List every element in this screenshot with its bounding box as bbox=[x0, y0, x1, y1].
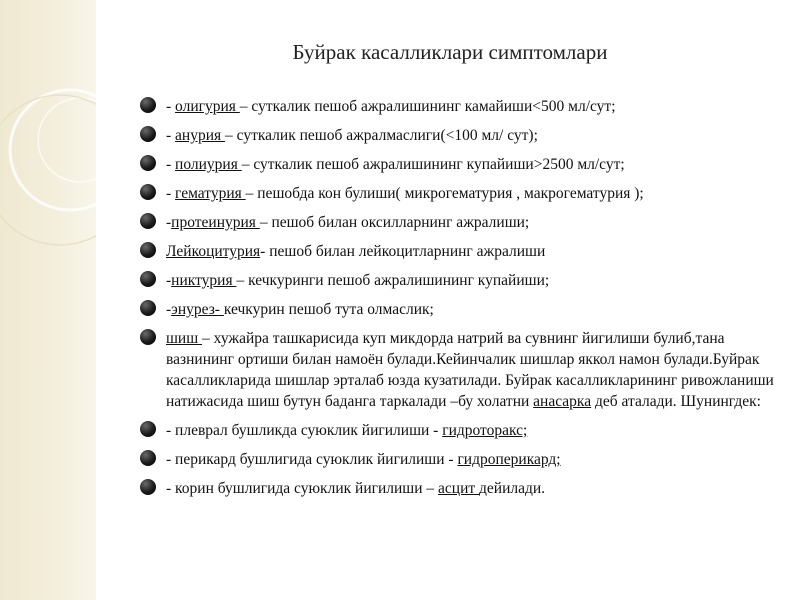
term: гидроперикард; bbox=[457, 451, 561, 468]
list-item: -никтурия – кечкуринги пешоб ажралишининг купайиши; bbox=[140, 270, 780, 291]
list-item: Лейкоцитурия- пешоб билан лейкоцитларнинг ажралиши bbox=[140, 241, 780, 262]
bullet-icon bbox=[140, 479, 156, 495]
bullet-icon bbox=[140, 450, 156, 466]
list-item: -энурез- кечкурин пешоб тута олмаслик; bbox=[140, 299, 780, 320]
bullet-icon bbox=[140, 97, 156, 113]
slide-title: Буйрак касалликлари симптомлари bbox=[292, 40, 608, 64]
bullet-icon bbox=[140, 126, 156, 142]
symptom-list bbox=[140, 96, 780, 507]
term: анасарка bbox=[533, 393, 592, 410]
term: протеинурия bbox=[171, 214, 260, 231]
term: асцит bbox=[438, 480, 480, 497]
term: энурез- bbox=[171, 301, 224, 318]
list-item: - гематурия – пешобда кон булиши( микрогематурия , макрогематурия ); bbox=[140, 183, 780, 204]
bullet-icon bbox=[140, 242, 156, 258]
list-item: -протеинурия – пешоб билан оксилларнинг ажралиши; bbox=[140, 212, 780, 233]
decorative-side-band bbox=[0, 0, 96, 600]
term: гематурия bbox=[175, 185, 246, 202]
bullet-icon bbox=[140, 271, 156, 287]
list-item: - перикард бушлигида суюклик йигилиши - гидроперикард; bbox=[140, 449, 780, 470]
list-item: - плеврал бушликда суюклик йигилиши - гидроторакс; bbox=[140, 420, 780, 441]
list-item: - анурия – суткалик пешоб ажралмаслиги(<100 мл/ сут); bbox=[140, 125, 780, 146]
decorative-swirl bbox=[0, 0, 96, 600]
term: шиш bbox=[166, 330, 203, 347]
list-item: - корин бушлигида суюклик йигилиши – асцит дейилади. bbox=[140, 478, 780, 499]
term: никтурия bbox=[171, 272, 237, 289]
bullet-icon bbox=[140, 300, 156, 316]
term: анурия bbox=[175, 127, 226, 144]
list-item: - полиурия – суткалик пешоб ажралишининг купайиши>2500 мл/сут; bbox=[140, 154, 780, 175]
bullet-icon bbox=[140, 421, 156, 437]
list-item: - олигурия – суткалик пешоб ажралишининг камайиши<500 мл/сут; bbox=[140, 96, 780, 117]
bullet-icon bbox=[140, 213, 156, 229]
bullet-icon bbox=[140, 329, 156, 345]
term: полиурия bbox=[175, 156, 242, 173]
term: гидроторакс; bbox=[442, 422, 528, 439]
list-item: шиш – хужайра ташкарисида куп микдорда натрий ва сувнинг йигилиши булиб,тана вазнининг ортиши билан намоён булади.Кейинчалик шишлар яккол намон булади.Буйрак касалликларида шишлар эрталаб юзда кузатилади. Буйрак касалликларининг ривожланиши натижасида шиш бутун баданга таркалади –бу холатни анасарка деб аталади. Шунингдек: bbox=[140, 328, 780, 412]
term: олигурия bbox=[175, 98, 240, 115]
bullet-icon bbox=[140, 155, 156, 171]
term: Лейкоцитурия bbox=[166, 243, 261, 260]
bullet-icon bbox=[140, 184, 156, 200]
